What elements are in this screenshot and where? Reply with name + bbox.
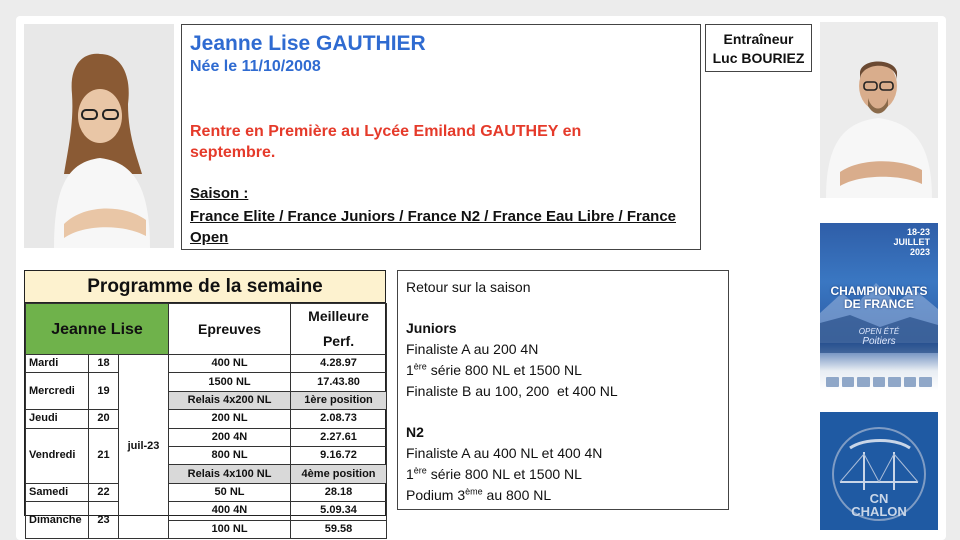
coach-box [705, 24, 812, 72]
poster-month: JUILLET [893, 237, 930, 247]
poster-subtitle [820, 327, 938, 347]
day-cell: Mardi [26, 355, 89, 373]
schedule-table [25, 303, 387, 539]
day-cell: Samedi [26, 483, 89, 501]
athlete-name: Jeanne Lise GAUTHIER [190, 32, 426, 55]
athlete-birthdate: Née le 11/10/2008 [190, 58, 321, 75]
perf-cell: 2.27.61 [291, 428, 387, 446]
date-cell: 23 [89, 502, 119, 539]
perf-cell: 28.18 [291, 483, 387, 501]
date-cell: 18 [89, 355, 119, 373]
juniors-heading: Juniors [406, 320, 457, 336]
best-perf-column-header: Meilleure Perf. [291, 304, 387, 355]
poster-subtitle-line: OPEN ÉTÉ [858, 327, 900, 336]
table-row [26, 502, 387, 520]
sponsor-logos [826, 377, 932, 387]
season-label: Saison : [190, 185, 249, 202]
n2-line-2-text: série 800 NL et 1500 NL [426, 466, 582, 482]
ordinal-number: 1 [406, 362, 414, 378]
date-cell: 21 [89, 428, 119, 483]
day-cell: Jeudi [26, 410, 89, 428]
date-cell: 22 [89, 483, 119, 501]
coach-photo [820, 22, 938, 198]
perf-cell: 4.28.97 [291, 355, 387, 373]
table-row [26, 373, 387, 391]
club-logo [820, 412, 938, 530]
event-cell: 200 4N [169, 428, 291, 446]
event-cell: Relais 4x200 NL [169, 391, 291, 409]
perf-cell: 1ère position [291, 391, 387, 409]
table-row [26, 355, 387, 373]
date-cell: 19 [89, 373, 119, 410]
table-header-row [26, 304, 387, 355]
date-cell: 20 [89, 410, 119, 428]
club-name-line-2: CHALON [851, 504, 907, 519]
poster-date-range: 18-23 [906, 227, 930, 237]
ordinal-suffix: ère [413, 361, 427, 372]
table-row [26, 483, 387, 501]
day-cell: Vendredi [26, 428, 89, 483]
weekly-programme-table [24, 270, 386, 535]
events-column-header: Epreuves [169, 304, 291, 355]
n2-line-3 [406, 485, 720, 506]
event-cell: 100 NL [169, 520, 291, 538]
championship-poster [820, 223, 938, 391]
school-note: Rentre en Première au Lycée Emiland GAUTHEY en septembre. [190, 123, 582, 161]
perf-cell: 4ème position [291, 465, 387, 483]
poster-title-line-2: DE FRANCE [843, 297, 914, 311]
day-cell: Dimanche [26, 502, 89, 539]
event-cell: Relais 4x100 NL [169, 465, 291, 483]
poster-title [820, 285, 938, 311]
juniors-line-2 [406, 360, 720, 381]
event-cell: 800 NL [169, 446, 291, 464]
event-cell: 1500 NL [169, 373, 291, 391]
n2-line-1: Finaliste A au 400 NL et 400 4N [406, 445, 603, 461]
athlete-silhouette-icon [24, 24, 174, 248]
coach-silhouette-icon [820, 22, 938, 198]
poster-dates [893, 227, 930, 257]
perf-cell: 17.43.80 [291, 373, 387, 391]
review-title: Retour sur la saison [406, 279, 531, 295]
perf-cell: 2.08.73 [291, 410, 387, 428]
event-cell: 400 NL [169, 355, 291, 373]
perf-cell: 9.16.72 [291, 446, 387, 464]
juniors-line-2-text: série 800 NL et 1500 NL [426, 362, 582, 378]
season-review-box [397, 270, 729, 510]
podium-text: Podium 3 [406, 487, 466, 503]
perf-cell: 59.58 [291, 520, 387, 538]
athlete-photo [24, 24, 174, 248]
ordinal-suffix: ème [465, 486, 483, 497]
day-cell: Mercredi [26, 373, 89, 410]
table-row [26, 410, 387, 428]
coach-role: Entraîneur [723, 31, 794, 47]
n2-line-2 [406, 464, 720, 485]
juniors-line-1: Finaliste A au 200 4N [406, 341, 539, 357]
month-cell: juil-23 [119, 355, 169, 539]
event-cell: 400 4N [169, 502, 291, 520]
ordinal-suffix: ère [413, 465, 427, 476]
coach-name: Luc BOURIEZ [712, 50, 805, 66]
n2-heading: N2 [406, 424, 424, 440]
club-name-line-1: CN [869, 491, 889, 506]
poster-year: 2023 [909, 247, 930, 257]
athlete-info-box [181, 24, 701, 250]
poster-title-line-1: CHAMPIONNATS [830, 284, 928, 298]
athlete-column-header: Jeanne Lise [26, 304, 169, 355]
juniors-line-3: Finaliste B au 100, 200 et 400 NL [406, 383, 618, 399]
table-row [26, 428, 387, 446]
event-cell: 50 NL [169, 483, 291, 501]
poster-city: Poitiers [862, 336, 896, 347]
perf-cell: 5.09.34 [291, 502, 387, 520]
season-competitions: France Elite / France Juniors / France N2 / France Eau Libre / France Open [190, 208, 677, 246]
event-cell: 200 NL [169, 410, 291, 428]
club-name [820, 492, 938, 518]
programme-title: Programme de la semaine [25, 271, 385, 303]
podium-text-rest: au 800 NL [482, 487, 552, 503]
ordinal-number: 1 [406, 466, 414, 482]
